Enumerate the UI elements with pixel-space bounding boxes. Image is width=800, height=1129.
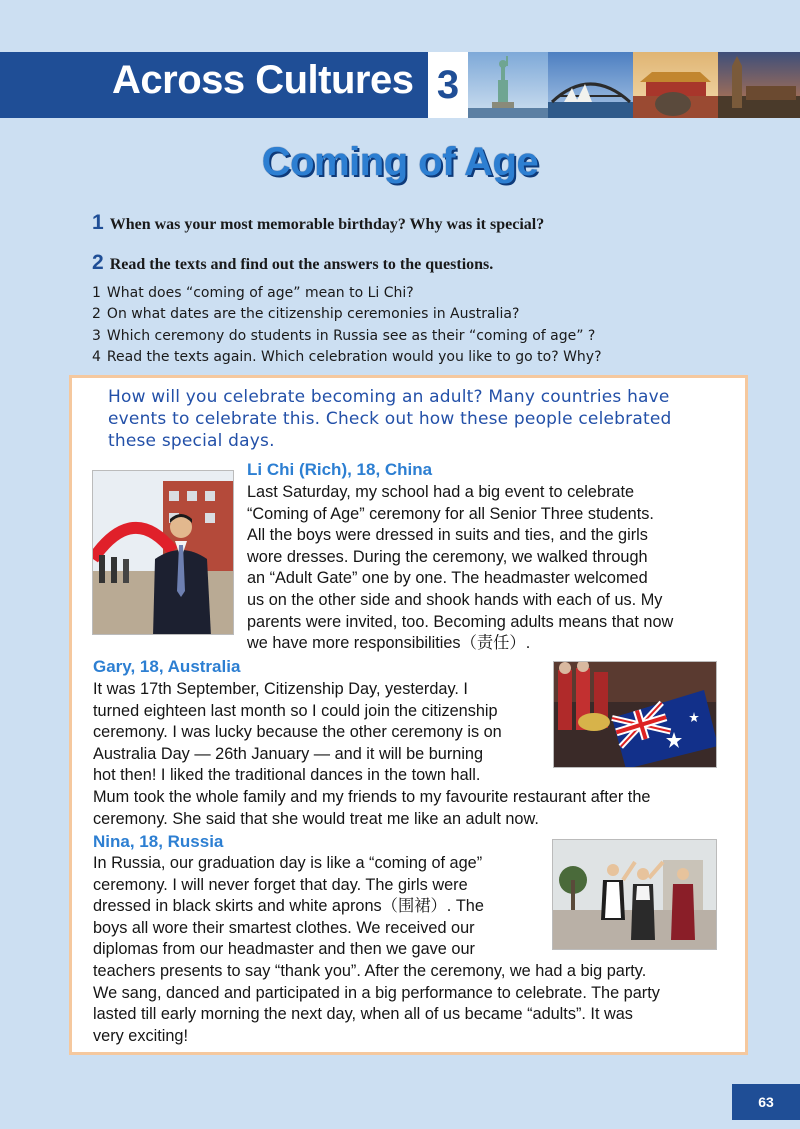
text-line: We sang, danced and participated in a big performance to celebrate. The party: [93, 983, 660, 1002]
text-line: ceremony. I will never forget that day. The girls were: [93, 875, 468, 894]
text-line: us on the other side and shook hands with each of us. My: [247, 590, 663, 609]
text-line: turned eighteen last month so I could join the citizenship: [93, 701, 498, 720]
text-line: an “Adult Gate” one by one. The headmaster welcomed: [247, 569, 648, 588]
intro-line: these special days.: [108, 431, 275, 451]
sub-question-text: What does “coming of age” mean to Li Chi?: [106, 285, 414, 301]
li-chi-paragraph: [247, 482, 673, 655]
text-line: All the boys were dressed in suits and ties, and the girls: [247, 526, 648, 545]
question-text: Read the texts and find out the answers to the questions.: [109, 256, 494, 273]
sub-question-number: 1: [92, 285, 101, 301]
sub-question-1: [92, 285, 414, 301]
text-line: hot then! I liked the traditional dances in the town hall.: [93, 766, 481, 785]
nina-paragraph: [93, 853, 660, 1047]
intro-line: How will you celebrate becoming an adult? Many countries have: [108, 387, 670, 407]
text-line: ceremony. I was lucky because the other ceremony is on: [93, 723, 502, 742]
li-chi-name: Li Chi (Rich), 18, China: [247, 460, 433, 479]
gary-name: Gary, 18, Australia: [93, 657, 241, 676]
text-line: ceremony. She said that she would treat me like an adult now.: [93, 809, 539, 828]
sydney-harbour-photo: [548, 52, 633, 118]
unit-banner: [0, 52, 800, 118]
text-line: Australia Day — 26th January — and it will be burning: [93, 744, 484, 763]
banner-title: Across Cultures: [112, 58, 414, 102]
sub-question-text: Read the texts again. Which celebration would you like to go to? Why?: [106, 349, 602, 365]
text-line: teachers presents to say “thank you”. After the ceremony, we had a big party.: [93, 961, 647, 980]
page-title: Coming of Age: [261, 140, 539, 184]
sub-question-3: [92, 328, 595, 344]
text-line: Mum took the whole family and my friends to my favourite restaurant after the: [93, 787, 651, 806]
question-text: When was your most memorable birthday? Why was it special?: [109, 216, 545, 233]
text-line: “Coming of Age” ceremony for all Senior Three students.: [247, 504, 654, 523]
gary-paragraph: [93, 679, 650, 830]
question-1: [92, 211, 544, 235]
text-line: parents were invited, too. Becoming adults means that now: [247, 612, 674, 631]
unit-number: 3: [436, 63, 460, 107]
text-line: lasted till early morning the next day, when all of us became “adults”. It was: [93, 1005, 633, 1024]
statue-of-liberty-photo: [468, 52, 548, 118]
sub-question-number: 3: [92, 328, 101, 344]
question-2: [92, 251, 493, 275]
page-number: 63: [732, 1084, 800, 1120]
text-line: boys all wore their smartest clothes. We received our: [93, 918, 475, 937]
text-line: Last Saturday, my school had a big event to celebrate: [247, 483, 635, 501]
text-line: wore dresses. During the ceremony, we walked through: [247, 547, 648, 566]
forbidden-city-photo: [633, 52, 718, 118]
intro-text: [108, 386, 728, 452]
sub-question-text: Which ceremony do students in Russia see as their “coming of age” ?: [106, 328, 596, 344]
nina-name: Nina, 18, Russia: [93, 832, 224, 851]
text-line: dressed in black skirts and white aprons（围裙）. The: [93, 897, 484, 916]
question-number: 2: [92, 251, 104, 274]
landmarks-photo-strip: [468, 52, 800, 118]
sub-question-number: 2: [92, 306, 101, 322]
intro-line: events to celebrate this. Check out how these people celebrated: [108, 409, 672, 429]
sub-question-text: On what dates are the citizenship ceremonies in Australia?: [106, 306, 520, 322]
question-number: 1: [92, 211, 104, 234]
sub-question-4: [92, 349, 602, 365]
unit-number-box: [428, 52, 468, 118]
text-line: diplomas from our headmaster and then we gave our: [93, 940, 475, 959]
text-line: In Russia, our graduation day is like a “coming of age”: [93, 854, 483, 872]
sub-question-2: [92, 306, 519, 322]
text-line: very exciting!: [93, 1026, 189, 1045]
text-line: we have more responsibilities（责任）.: [247, 634, 531, 653]
text-line: It was 17th September, Citizenship Day, yesterday. I: [93, 680, 468, 698]
big-ben-photo: [718, 52, 800, 118]
li-chi-photo: [92, 470, 234, 635]
sub-question-number: 4: [92, 349, 101, 365]
